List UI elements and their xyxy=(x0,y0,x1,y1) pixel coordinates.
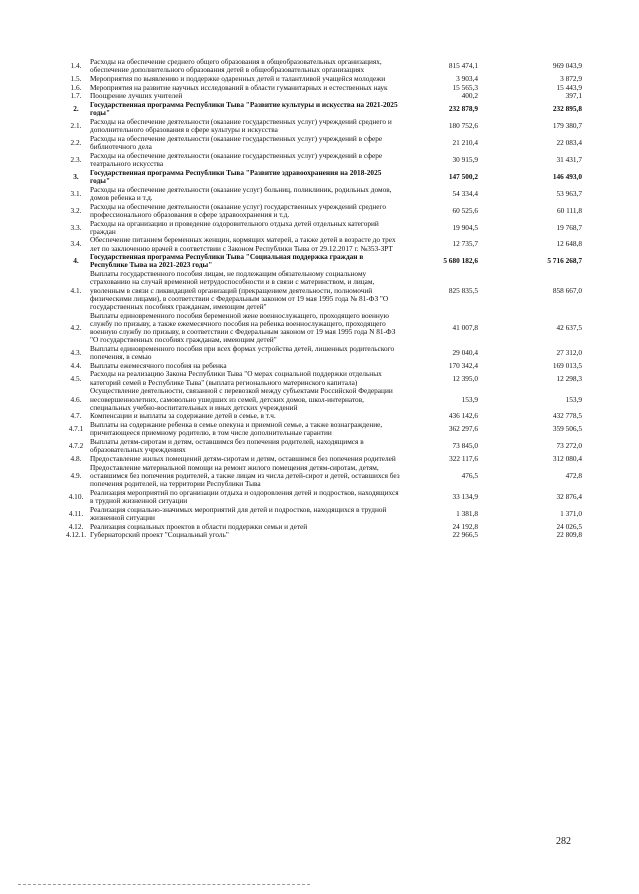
row-number: 1.5. xyxy=(70,74,82,83)
row-number: 2.2. xyxy=(70,138,82,148)
row-value-2021: 400,2 xyxy=(461,92,478,101)
table-row xyxy=(64,362,584,371)
row-value-2021: 476,5 xyxy=(461,470,478,480)
row-value-2021: 41 007,8 xyxy=(452,322,478,332)
table-row xyxy=(64,464,584,489)
row-value-2022: 432 778,5 xyxy=(552,412,582,421)
row-number: 1.7. xyxy=(70,92,82,101)
row-value-2021: 147 500,2 xyxy=(448,171,478,181)
row-value-2022: 232 895,8 xyxy=(552,104,582,114)
row-description: Расходы на обеспечение деятельности (оказание услуг) государственных учреждений среднего профессионального образования в сфере здравоохранения и т.д. xyxy=(90,202,386,219)
row-value-2022: 169 013,5 xyxy=(552,361,582,370)
row-value-2022: 397,1 xyxy=(565,92,582,101)
row-value-2021: 180 752,6 xyxy=(448,121,478,131)
row-value-2022: 19 768,7 xyxy=(556,222,582,232)
row-description: Предоставление жилых помещений детям-сиротам и детям, оставшимся без попечения родителей xyxy=(90,455,396,463)
table-row xyxy=(64,220,584,237)
row-value-2022: 179 380,7 xyxy=(552,121,582,131)
row-value-2021: 33 134,9 xyxy=(452,491,478,501)
program-row xyxy=(64,169,584,186)
table-row xyxy=(64,489,584,506)
row-value-2022: 1 371,0 xyxy=(560,508,582,518)
row-value-2021: 60 525,6 xyxy=(452,205,478,215)
row-value-2021: 170 342,4 xyxy=(448,361,478,370)
row-value-2021: 15 565,3 xyxy=(452,83,478,92)
row-number: 3.2. xyxy=(70,205,82,215)
table-row xyxy=(64,531,584,540)
row-value-2021: 22 966,5 xyxy=(452,531,478,540)
row-number: 3.1. xyxy=(70,188,82,198)
row-value-2021: 825 835,5 xyxy=(448,285,478,295)
table-row xyxy=(64,345,584,362)
page-number: 282 xyxy=(556,836,571,847)
row-number: 4.10. xyxy=(68,491,84,501)
table-row xyxy=(64,75,584,84)
row-value-2021: 153,9 xyxy=(461,394,478,404)
row-number: 4.3. xyxy=(70,347,82,357)
row-description: Губернаторский проект "Социальный уголь" xyxy=(90,531,229,540)
row-value-2021: 54 334,4 xyxy=(452,188,478,198)
row-value-2022: 15 443,9 xyxy=(556,83,582,92)
row-number: 2. xyxy=(73,104,79,114)
row-description: Расходы на обеспечение среднего общего образования в общеобразовательных организациях, обеспечение дополнительного образования детей в общеобразовательных организациях xyxy=(90,58,382,75)
row-value-2022: 312 080,4 xyxy=(552,455,582,463)
table-row xyxy=(64,523,584,532)
row-description: Расходы на реализацию Закона Республики Тыва "О мерах социальной поддержки отдельных категорий семей в Республике Тыва" (выплата регионального материнского капитала) xyxy=(90,370,382,387)
table-row xyxy=(64,312,584,345)
row-value-2022: 24 026,5 xyxy=(556,522,582,531)
row-value-2021: 1 381,8 xyxy=(456,508,478,518)
row-description: Мероприятия по выявлению и поддержке одаренных детей и талантливой учащейся молодежи xyxy=(90,74,386,83)
row-value-2022: 153,9 xyxy=(565,394,582,404)
row-value-2022: 858 667,0 xyxy=(552,285,582,295)
table-row xyxy=(64,58,584,75)
row-description: Реализация социальных проектов в области поддержки семьи и детей xyxy=(90,522,308,531)
row-value-2021: 30 915,9 xyxy=(452,154,478,164)
row-description: Выплаты ежемесячного пособия на ребенка xyxy=(90,361,227,370)
row-value-2021: 29 040,4 xyxy=(452,347,478,357)
row-description: Выплаты на содержание ребенка в семье опекуна и приемной семье, а также вознаграждение, причитающееся приемному родителю, в том числе дополнительные гарантии xyxy=(90,421,383,438)
row-description: Расходы на организацию и проведение оздоровительного отдыха детей отдельных категорий граждан xyxy=(90,219,379,236)
row-value-2022: 42 637,5 xyxy=(556,322,582,332)
table-row xyxy=(64,387,584,412)
row-description: Компенсации и выплаты за содержание детей в семье, в т.ч. xyxy=(90,412,276,421)
row-number: 4.12.1. xyxy=(65,531,87,540)
row-number: 4.5. xyxy=(70,373,82,383)
row-number: 1.6. xyxy=(70,83,82,92)
row-value-2022: 146 493,0 xyxy=(552,171,582,181)
table-row xyxy=(64,203,584,220)
row-number: 4.8. xyxy=(70,455,82,463)
row-description: Мероприятия на развитие научных исследований в области гуманитарных и естественных наук xyxy=(90,83,388,92)
row-number: 2.3. xyxy=(70,154,82,164)
row-value-2022: 53 963,7 xyxy=(556,188,582,198)
table-row xyxy=(64,84,584,93)
row-number: 4. xyxy=(73,256,79,266)
row-value-2021: 3 903,4 xyxy=(456,74,478,83)
row-value-2021: 73 845,0 xyxy=(452,441,478,451)
program-row xyxy=(64,101,584,118)
row-number: 3.4. xyxy=(70,239,82,249)
row-value-2022: 27 312,0 xyxy=(556,347,582,357)
table-row xyxy=(64,370,584,387)
row-value-2022: 31 431,7 xyxy=(556,154,582,164)
row-number: 4.2. xyxy=(70,322,82,332)
row-number: 1.4. xyxy=(70,61,82,71)
table-row xyxy=(64,421,584,438)
row-value-2021: 19 904,5 xyxy=(452,222,478,232)
row-description: Выплаты государственного пособия лицам, не подлежащим обязательному социальному страхованию на случай временной нетрудоспособности и в связи с материнством, и лицам, уволенным в связи с ликвидацией организаций (прекращением деятельности, полномочий физическими лицами), в соответствии с Федеральным законом от 19 мая 1995 года № 81-ФЗ "О государственных пособиях гражданам, имеющим детей" xyxy=(90,270,389,311)
row-value-2021: 436 142,6 xyxy=(448,412,478,421)
row-value-2021: 12 735,7 xyxy=(452,239,478,249)
row-description: Государственная программа Республики Тыва "Развитие культуры и искусства на 2021-2025 годы" xyxy=(90,101,398,118)
row-value-2022: 22 083,4 xyxy=(556,138,582,148)
row-description: Расходы на обеспечение деятельности (оказание государственных услуг) учреждений среднего и дополнительного образования в сфере культуры и искусства xyxy=(90,118,392,135)
row-value-2022: 3 872,9 xyxy=(560,74,582,83)
budget-table-container xyxy=(64,58,584,540)
table-row xyxy=(64,270,584,311)
row-value-2021: 24 192,8 xyxy=(452,522,478,531)
row-value-2022: 73 272,0 xyxy=(556,441,582,451)
row-value-2022: 359 506,5 xyxy=(552,424,582,434)
table-row xyxy=(64,92,584,101)
table-row xyxy=(64,186,584,203)
row-number: 4.6. xyxy=(70,394,82,404)
row-value-2021: 232 878,9 xyxy=(448,104,478,114)
row-value-2022: 32 876,4 xyxy=(556,491,582,501)
row-description: Выплаты детям-сиротам и детям, оставшимся без попечения родителей, находящимся в образовательных учреждениях xyxy=(90,438,364,455)
row-number: 4.9. xyxy=(70,470,82,480)
row-number: 4.4. xyxy=(70,361,82,370)
row-description: Расходы на обеспечение деятельности (оказание государственных услуг) учреждений в сфере библиотечного дела xyxy=(90,134,383,152)
budget-table-body xyxy=(64,58,584,540)
row-number: 4.12. xyxy=(68,522,84,531)
row-number: 4.1. xyxy=(70,285,82,295)
row-number: 4.11. xyxy=(68,508,84,518)
budget-table xyxy=(64,58,584,540)
row-value-2021: 322 117,6 xyxy=(449,455,478,463)
row-value-2021: 362 297,6 xyxy=(448,424,478,434)
row-description: Расходы на обеспечение деятельности (оказание услуг) больниц, поликлиник, родильных домов, домов ребенка и т.д. xyxy=(90,185,392,202)
footer-divider xyxy=(18,884,310,885)
row-description: Выплаты единовременного пособия при всех формах устройства детей, лишенных родительского попечения, в семью xyxy=(90,344,395,361)
table-row xyxy=(64,455,584,464)
row-description: Осуществление деятельности, связанной с перевозкой между субъектами Российской Федерации несовершеннолетних, самовольно ушедших из семей, детских домов, школ-интернатов, специальных учебно-воспитательных и иных детских учреждений xyxy=(90,387,393,412)
row-value-2022: 12 648,8 xyxy=(556,239,582,249)
row-number: 4.7. xyxy=(70,412,82,421)
row-number: 3. xyxy=(73,171,79,181)
row-value-2021: 815 474,1 xyxy=(448,61,478,71)
row-value-2022: 12 298,3 xyxy=(556,373,582,383)
row-value-2022: 60 111,8 xyxy=(557,205,582,215)
row-number: 4.7.2 xyxy=(68,441,84,451)
row-description: Реализация мероприятий по организации отдыха и оздоровления детей и подростков, находящихся в трудной жизненной ситуации xyxy=(90,488,399,505)
row-description: Предоставление материальной помощи на ремонт жилого помещения детям-сиротам, детям, оставшимся без попечения родителей, а также лицам из числа детей-сирот и детей, оставшихся без попечения родителей, на территории Республики Тыва xyxy=(90,463,400,489)
row-value-2022: 969 043,9 xyxy=(552,61,582,71)
row-description: Реализация социально-значимых мероприятий для детей и подростков, находящихся в трудной жизненной ситуации xyxy=(90,505,387,522)
table-row xyxy=(64,118,584,135)
row-value-2021: 5 680 182,6 xyxy=(443,256,478,266)
row-value-2022: 5 716 268,7 xyxy=(547,256,582,266)
row-description: Расходы на обеспечение деятельности (оказание государственных услуг) учреждений в сфере театрального искусства xyxy=(90,151,383,169)
row-value-2022: 472,8 xyxy=(565,470,582,480)
row-number: 4.7.1 xyxy=(68,424,84,434)
row-description: Выплаты единовременного пособия беременной жене военнослужащего, проходящего военную службу по призыву, а также ежемесячного пособия на ребенка военнослужащего, проходящего военную службу по призыву, в соответствии с Федеральным законом от 19 мая 1995 года N 81-ФЗ "О государственных пособиях гражданам, имеющим детей" xyxy=(90,311,396,345)
row-description: Поощрение лучших учителей xyxy=(90,92,183,101)
row-number: 3.3. xyxy=(70,222,82,232)
table-row xyxy=(64,506,584,523)
row-value-2021: 21 210,4 xyxy=(452,138,478,148)
row-value-2022: 22 809,8 xyxy=(556,531,582,540)
row-description: Государственная программа Республики Тыва "Социальная поддержка граждан в Республике Тыва на 2021-2023 годы" xyxy=(90,253,364,270)
table-row xyxy=(64,438,584,455)
table-row xyxy=(64,236,584,253)
row-description: Государственная программа Республики Тыва "Развитие здравоохранения на 2018-2025 годы" xyxy=(90,168,382,185)
row-value-2021: 12 395,0 xyxy=(452,373,478,383)
program-row xyxy=(64,253,584,270)
table-row xyxy=(64,135,584,152)
row-number: 2.1. xyxy=(70,121,82,131)
table-row xyxy=(64,412,584,421)
row-description: Обеспечение питанием беременных женщин, кормящих матерей, а также детей в возрасте до трех лет по заключению врачей в соответствии с Законом Республики Тыва от 29.12.2017 г. №353-ЗРТ xyxy=(90,236,396,253)
table-row xyxy=(64,152,584,169)
